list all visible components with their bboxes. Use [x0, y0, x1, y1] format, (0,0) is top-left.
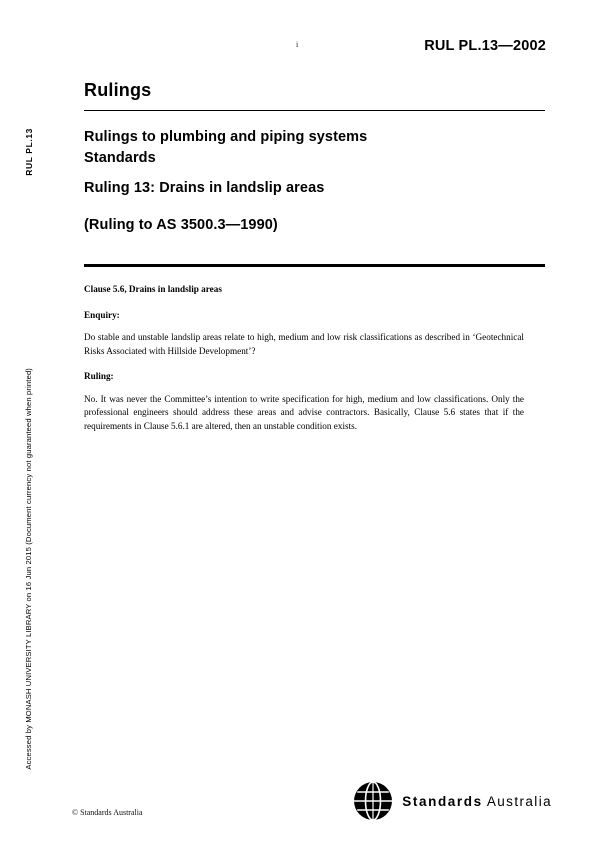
clause-heading: Clause 5.6, Drains in landslip areas: [84, 284, 222, 294]
enquiry-label: Enquiry:: [84, 309, 120, 320]
enquiry-text: Do stable and unstable landslip areas relate to high, medium and low risk classifications as described in ‘Geotechnical Risks Associated with Hillside Development’?: [84, 332, 524, 356]
side-access-notice: Accessed by MONASH UNIVERSITY LIBRARY on 16 Jun 2015 (Document currency not guaranteed when printed): [24, 368, 33, 770]
page-title-line2: Standards: [84, 150, 156, 166]
title-divider: [84, 264, 545, 267]
standard-title: (Ruling to AS 3500.3—1990): [84, 217, 278, 233]
side-tab-label: RUL PL.13: [24, 128, 34, 176]
standards-australia-logo: [353, 781, 552, 821]
ruling-title: Ruling 13: Drains in landslip areas: [84, 180, 325, 196]
logo-name-bold: Standards: [402, 793, 483, 809]
page-title-line1: Rulings to plumbing and piping systems: [84, 129, 368, 145]
document-reference: RUL PL.13—2002: [424, 38, 546, 54]
logo-name-light: Australia: [486, 793, 552, 809]
section-word: Rulings: [84, 80, 152, 100]
page-title: [84, 127, 554, 169]
logo-wordmark: [402, 794, 552, 809]
ruling-text: No. It was never the Committee’s intention to write specification for high, medium and low classifications. Only the professional engineers should address these areas and advise contractors. Basically, Clause 5.6 states that if the requirements in Clause 5.6.1 are altered, then an unstable condition exists.: [84, 393, 524, 431]
ruling-label: Ruling:: [84, 371, 114, 381]
header-divider: [84, 110, 545, 111]
copyright-notice: © Standards Australia: [72, 808, 143, 817]
globe-icon: [353, 781, 393, 821]
body-content: [84, 283, 524, 433]
page-marker: i: [296, 40, 299, 49]
